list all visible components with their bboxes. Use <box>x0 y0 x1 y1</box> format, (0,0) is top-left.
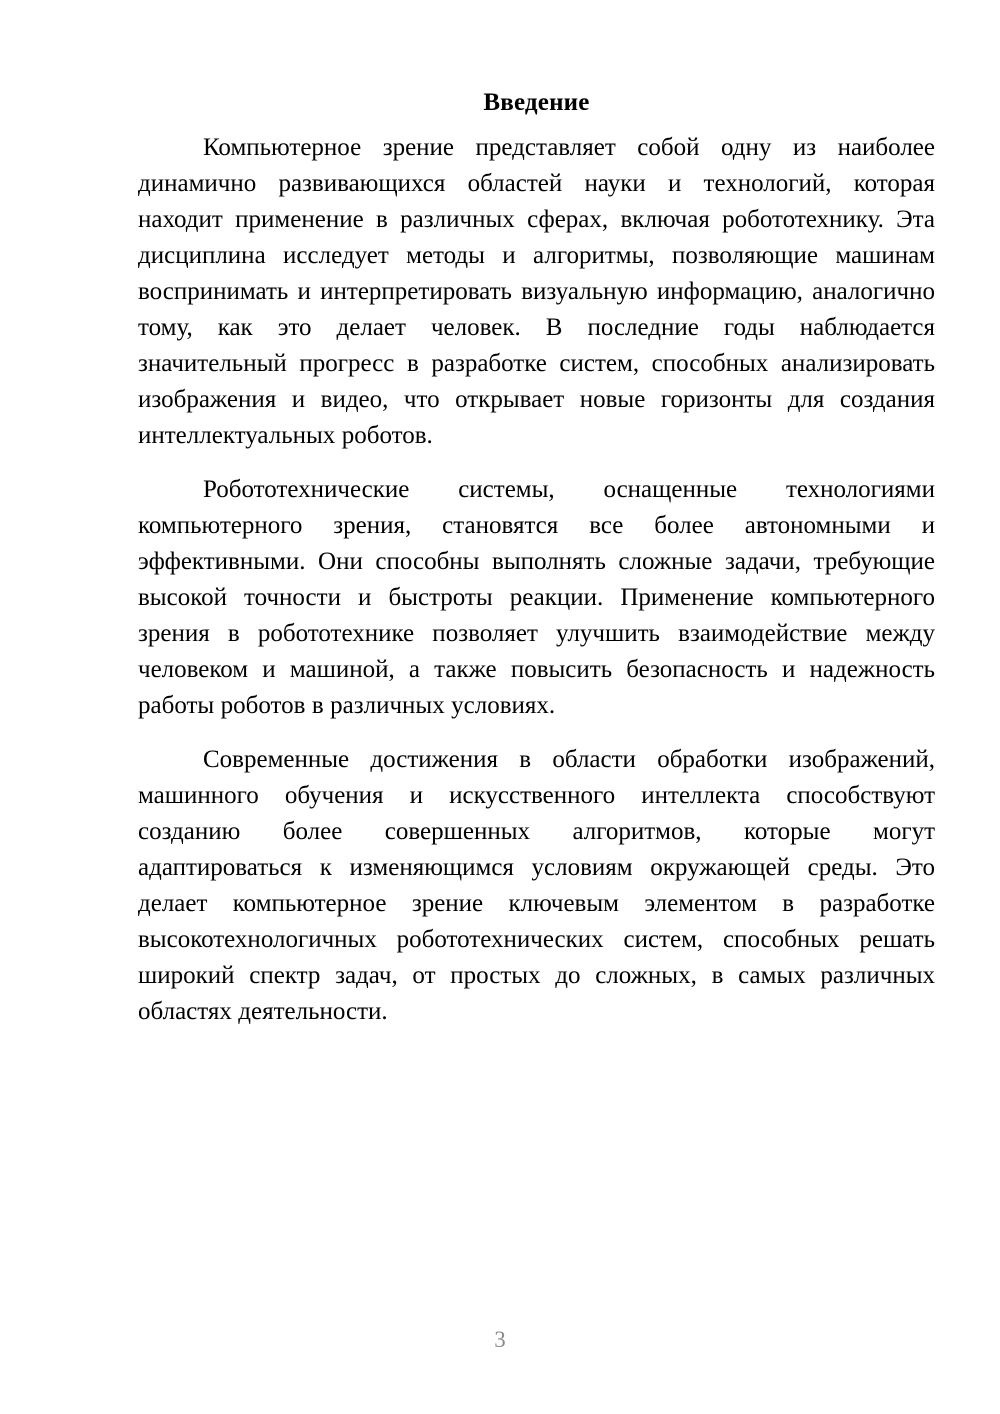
text-line: делает компьютерное зрение ключевым элементом в разработке <box>138 890 935 917</box>
text-line: интеллектуальных роботов. <box>138 422 433 449</box>
text-line: находит применение в различных сферах, включая робототехнику. Эта <box>138 206 935 233</box>
text-line: созданию более совершенных алгоритмов, которые могут <box>138 818 935 845</box>
text-line: динамично развивающихся областей науки и технологий, которая <box>138 170 935 197</box>
text-line: тому, как это делает человек. В последние годы наблюдается <box>138 314 935 341</box>
body-paragraph <box>138 130 935 454</box>
text-line: работы роботов в различных условиях. <box>138 692 556 719</box>
text-line: высокотехнологичных робототехнических систем, способных решать <box>138 926 935 953</box>
text-line: высокой точности и быстроты реакции. Применение компьютерного <box>138 584 935 611</box>
text-line: эффективными. Они способны выполнять сложные задачи, требующие <box>138 548 935 575</box>
text-line: Робототехнические системы, оснащенные технологиями <box>203 476 935 503</box>
body-paragraph <box>138 742 935 1030</box>
text-line: зрения в робототехнике позволяет улучшить взаимодействие между <box>138 620 935 647</box>
text-line: компьютерного зрения, становятся все более автономными и <box>138 512 935 539</box>
text-line: воспринимать и интерпретировать визуальную информацию, аналогично <box>138 278 935 305</box>
text-line: значительный прогресс в разработке систем, способных анализировать <box>138 350 935 377</box>
text-line: широкий спектр задач, от простых до сложных, в самых различных <box>138 962 935 989</box>
text-line: областях деятельности. <box>138 998 388 1025</box>
text-line: изображения и видео, что открывает новые горизонты для создания <box>138 386 935 413</box>
text-line: машинного обучения и искусственного интеллекта способствуют <box>138 782 935 809</box>
page-number: 3 <box>494 1327 506 1352</box>
text-line: дисциплина исследует методы и алгоритмы, позволяющие машинам <box>138 242 935 269</box>
text-line: Современные достижения в области обработки изображений, <box>203 746 935 773</box>
document-body <box>138 86 935 1030</box>
text-line: человеком и машиной, а также повысить безопасность и надежность <box>138 656 935 683</box>
body-paragraph <box>138 472 935 724</box>
text-line: адаптироваться к изменяющимся условиям окружающей среды. Это <box>138 854 935 881</box>
page-title: Введение <box>483 89 590 116</box>
text-line: Компьютерное зрение представляет собой одну из наиболее <box>203 134 935 161</box>
